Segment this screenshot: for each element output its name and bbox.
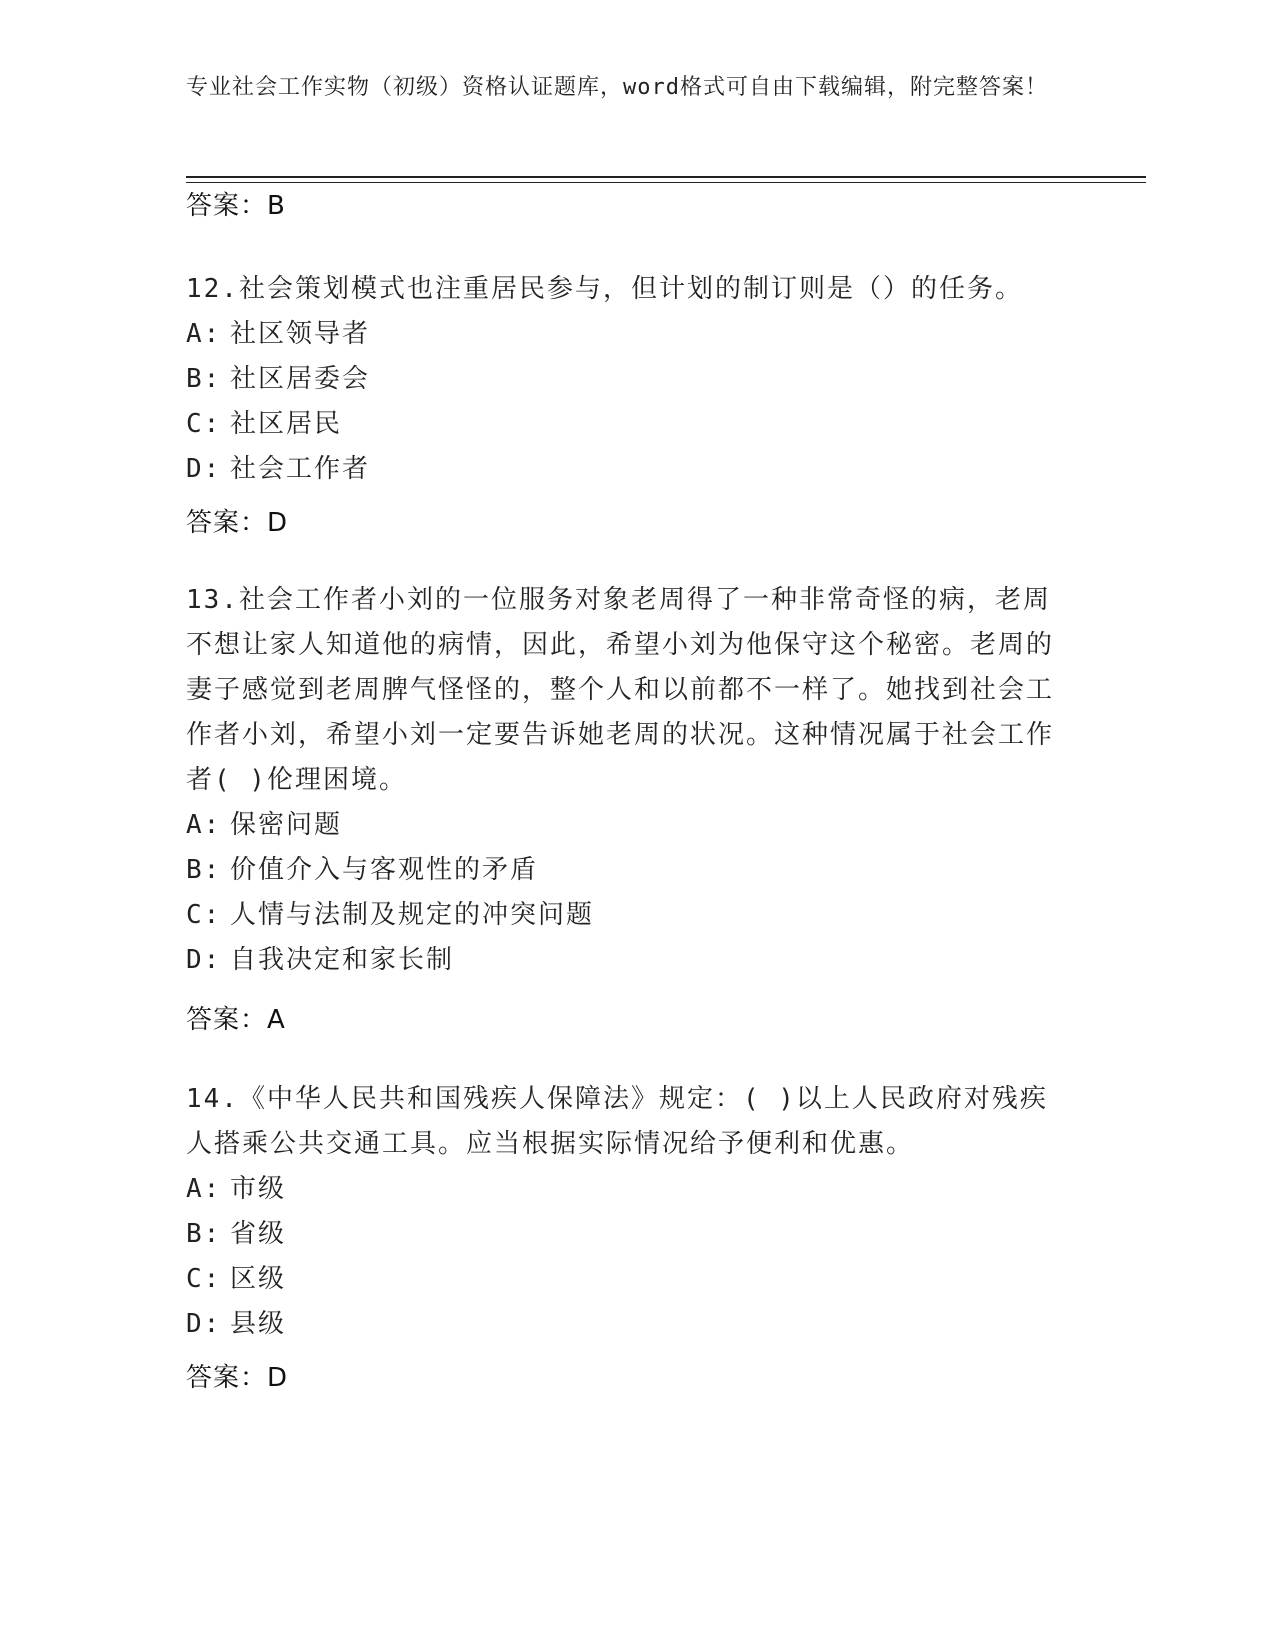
option-d bbox=[186, 447, 1066, 492]
option-letter: D: bbox=[186, 1309, 222, 1339]
option-d bbox=[186, 938, 1066, 983]
header-divider bbox=[186, 176, 1146, 178]
option-letter: C: bbox=[186, 409, 222, 439]
option-text: 社区居委会 bbox=[230, 364, 371, 394]
option-b bbox=[186, 1212, 1066, 1257]
option-letter: C: bbox=[186, 900, 222, 930]
question-stem: 13.社会工作者小刘的一位服务对象老周得了一种非常奇怪的病，老周不想让家人知道他的病情，因此，希望小刘为他保守这个秘密。老周的妻子感觉到老周脾气怪怪的，整个人和以前都不一样了。她找到社会工作者小刘，希望小刘一定要告诉她老周的状况。这种情况属于社会工作者( )伦理困境。 bbox=[186, 585, 1055, 795]
answer-line: 答案：B bbox=[186, 191, 286, 221]
option-letter: B: bbox=[186, 364, 222, 394]
option-a bbox=[186, 1167, 1066, 1212]
option-d bbox=[186, 1302, 1066, 1347]
option-letter: B: bbox=[186, 855, 222, 885]
option-text: 省级 bbox=[230, 1219, 287, 1249]
option-c bbox=[186, 1257, 1066, 1302]
option-c bbox=[186, 893, 1066, 938]
question-14 bbox=[186, 1077, 1066, 1347]
option-text: 社区居民 bbox=[230, 409, 343, 439]
option-a bbox=[186, 312, 1066, 357]
answer-line: 答案：D bbox=[186, 508, 289, 538]
option-letter: C: bbox=[186, 1264, 222, 1294]
question-12 bbox=[186, 267, 1066, 492]
answer-line: 答案：D bbox=[186, 1363, 289, 1393]
option-letter: D: bbox=[186, 945, 222, 975]
question-stem: 14.《中华人民共和国残疾人保障法》规定：( )以上人民政府对残疾人搭乘公共交通工具。应当根据实际情况给予便利和优惠。 bbox=[186, 1084, 1048, 1159]
answer-line: 答案：A bbox=[186, 1005, 286, 1035]
option-c bbox=[186, 402, 1066, 447]
header-divider-thin bbox=[186, 182, 1146, 183]
option-a bbox=[186, 803, 1066, 848]
question-stem: 12.社会策划模式也注重居民参与，但计划的制订则是（）的任务。 bbox=[186, 274, 1023, 304]
option-b bbox=[186, 357, 1066, 402]
option-text: 市级 bbox=[230, 1174, 287, 1204]
option-text: 自我决定和家长制 bbox=[230, 945, 455, 975]
option-letter: A: bbox=[186, 1174, 222, 1204]
option-text: 社区领导者 bbox=[230, 319, 371, 349]
option-text: 价值介入与客观性的矛盾 bbox=[230, 855, 539, 885]
option-text: 保密问题 bbox=[230, 810, 343, 840]
option-text: 县级 bbox=[230, 1309, 287, 1339]
document-header: 专业社会工作实物（初级）资格认证题库，word格式可自由下载编辑，附完整答案！ bbox=[186, 75, 1048, 100]
option-text: 人情与法制及规定的冲突问题 bbox=[230, 900, 595, 930]
option-text: 区级 bbox=[230, 1264, 287, 1294]
option-letter: A: bbox=[186, 810, 222, 840]
option-b bbox=[186, 848, 1066, 893]
option-letter: D: bbox=[186, 454, 222, 484]
option-letter: A: bbox=[186, 319, 222, 349]
option-text: 社会工作者 bbox=[230, 454, 371, 484]
question-13 bbox=[186, 578, 1066, 983]
option-letter: B: bbox=[186, 1219, 222, 1249]
